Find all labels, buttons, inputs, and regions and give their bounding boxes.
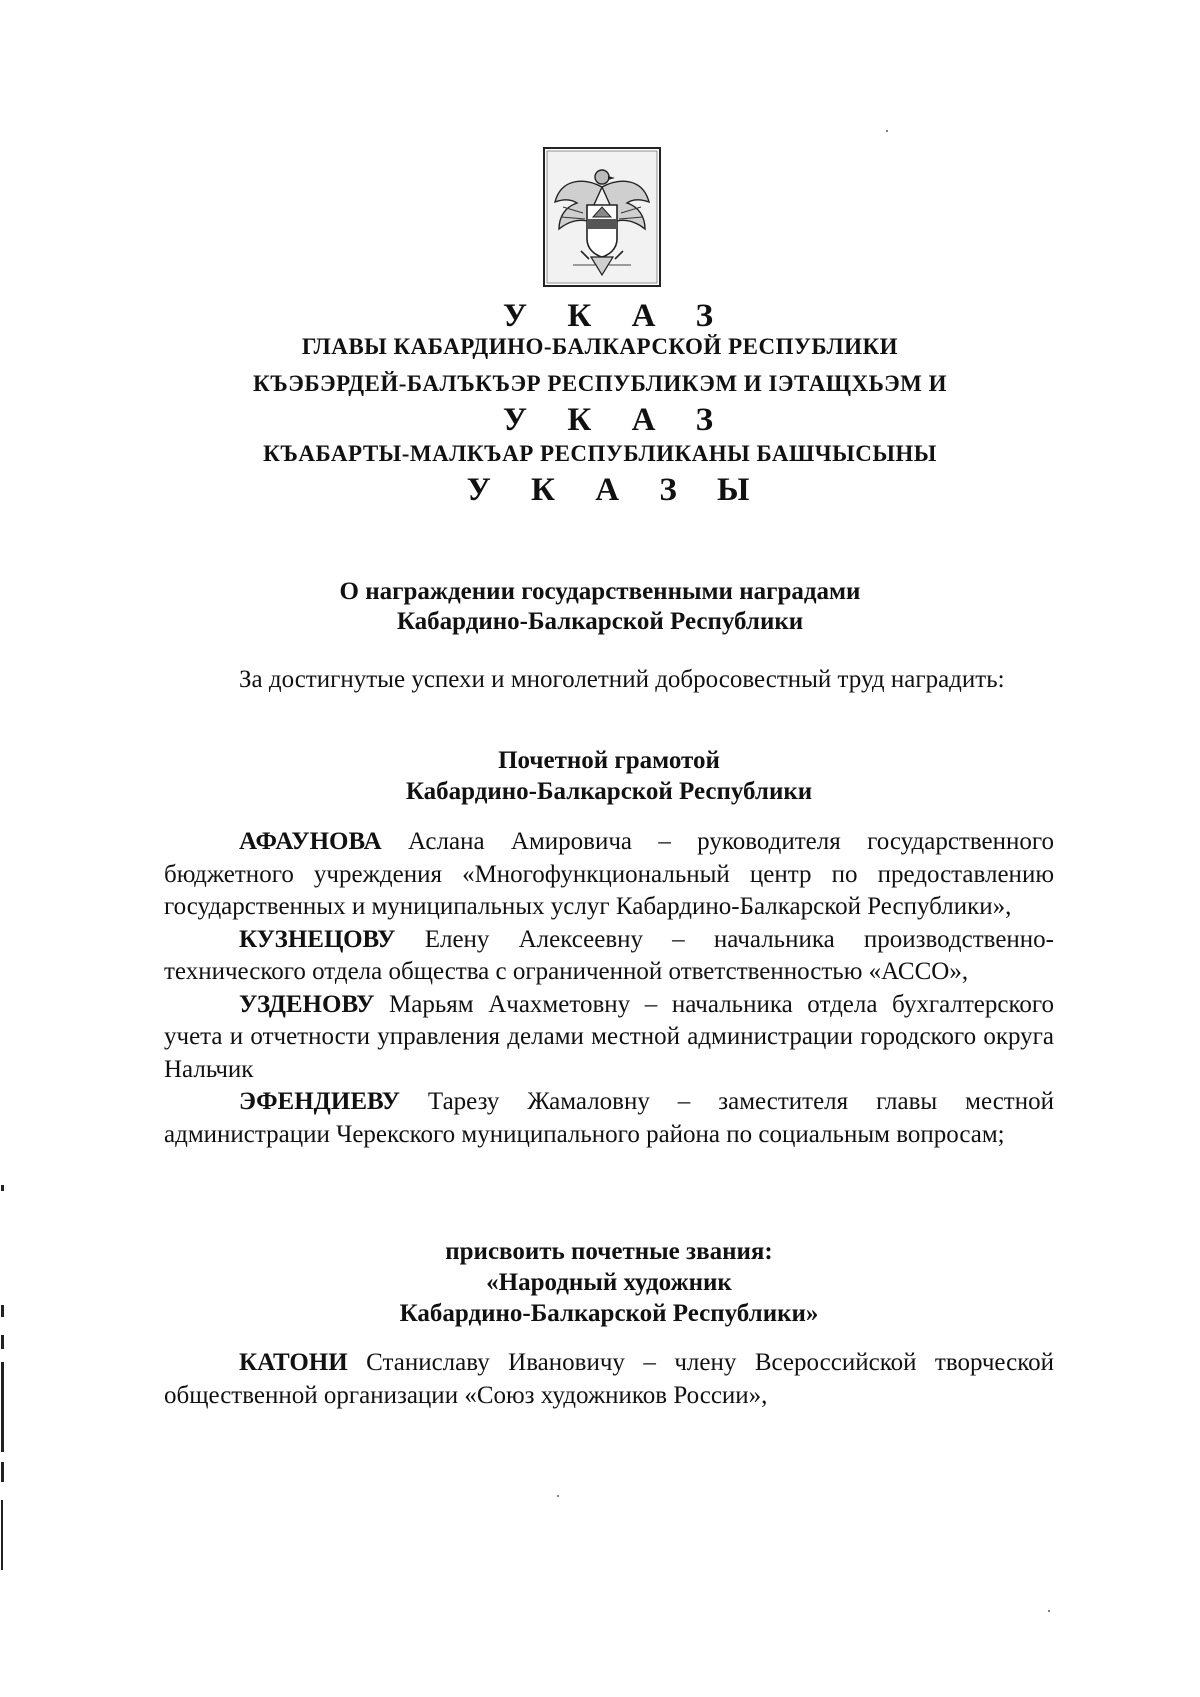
titles-section-heading (164, 1236, 1054, 1329)
award-section-line-1: Почетной грамотой (498, 747, 720, 774)
issuer-line-kabardian: КЪЭБЭРДЕЙ-БАЛЪКЪЭР РЕСПУБЛИКЭМ И IЭТАЩХЬЭМ И (252, 371, 948, 396)
award-section-line-2: Кабардино-Балкарской Республики (405, 778, 813, 805)
scan-edge-mark (1, 1462, 4, 1482)
awardees-list (164, 826, 1054, 1151)
awardee-entry (164, 826, 1054, 924)
awardee-surname: АФАУНОВА (239, 828, 382, 855)
honoree-surname: КАТОНИ (239, 1349, 348, 1376)
issuer-line-russian: ГЛАВЫ КАБАРДИНО-БАЛКАРСКОЙ РЕСПУБЛИКИ (301, 334, 899, 359)
decree-heading-kabardian: У К А З (502, 402, 730, 438)
awardee-surname: ЭФЕНДИЕВУ (239, 1088, 400, 1115)
scan-speck (886, 130, 888, 132)
awardee-surname: УЗДЕНОВУ (239, 990, 375, 1018)
honorees-list (164, 1347, 1054, 1412)
scan-edge-mark (1, 1362, 4, 1452)
awardee-details: Аслана Амировича – руководителя государственного бюджетного учреждения «Многофункциональный центр по предоставлению государственных и муниципальных услуг Кабардино-Балкарской Республики», (164, 828, 1054, 920)
honoree-entry (164, 1347, 1054, 1412)
scan-speck (1048, 1610, 1050, 1612)
issuer-line-balkar: КЪАБАРТЫ-МАЛКЪАР РЕСПУБЛИКАНЫ БАШЧЫСЫНЫ (263, 441, 937, 466)
coat-of-arms-icon (543, 147, 661, 287)
decree-heading: У К А З (502, 298, 730, 334)
titles-section-line-1: присвоить почетные звания: (445, 1238, 773, 1265)
scan-edge-mark (1, 1305, 4, 1317)
decree-heading-balkar: У К А З Ы (466, 472, 766, 508)
scan-edge-mark (1, 1185, 4, 1191)
scan-speck (557, 1495, 559, 1497)
awardee-entry (164, 924, 1054, 989)
document-title-line-2: Кабардино-Балкарской Республики (396, 608, 804, 635)
awardee-entry (164, 989, 1054, 1087)
document-title-line-1: О награждении государственными наградами (339, 578, 861, 605)
intro-paragraph: За достигнутые успехи и многолетний добросовестный труд наградить: (239, 666, 1005, 693)
titles-section-line-2: «Народный художник (486, 1269, 732, 1296)
scan-edge-mark (1, 1500, 3, 1570)
awardee-surname: КУЗНЕЦОВУ (239, 925, 396, 953)
awardee-details: Елену Алексеевну – начальника производственно-технического отдела общества с ограниченной ответственностью «АССО», (164, 925, 1054, 985)
awardee-details: Тарезу Жамаловну – заместителя главы местной администрации Черекского муниципального района по социальным вопросам; (164, 1088, 1054, 1148)
scan-edge-mark (1, 1335, 4, 1349)
award-section-heading (164, 745, 1054, 807)
titles-section-line-3: Кабардино-Балкарской Республики» (399, 1300, 819, 1327)
awardee-entry (164, 1086, 1054, 1151)
honoree-details: Станиславу Ивановичу – члену Всероссийской творческой общественной организации «Союз художников России», (164, 1349, 1054, 1409)
awardee-details: Марьям Ачахметовну – начальника отдела бухгалтерского учета и отчетности управления делами местной администрации городского округа Нальчик (164, 990, 1054, 1083)
